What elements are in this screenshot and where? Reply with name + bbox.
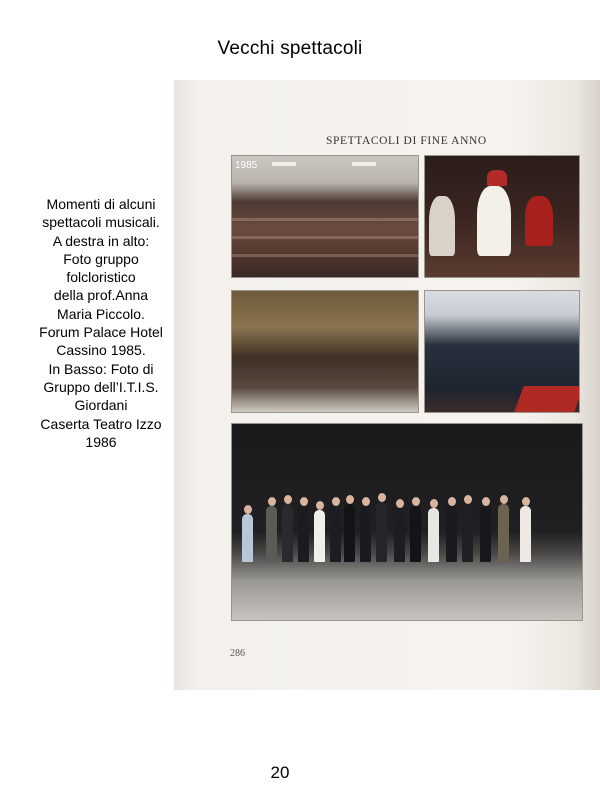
audience-row (232, 254, 418, 257)
stage-person-head (500, 495, 508, 504)
caption-line: Maria Piccolo. (57, 305, 145, 322)
year-stamp: 1985 (235, 160, 258, 171)
stage-person-head (346, 495, 354, 504)
stage-person-head (378, 493, 386, 502)
book-page-number: 286 (230, 648, 245, 659)
ceiling-light (272, 162, 296, 166)
scan-heading: SPETTACOLI DI FINE ANNO (326, 135, 487, 147)
caption-line: Gruppo dell’I.T.I.S. (43, 378, 159, 395)
photo-accordion-group (424, 290, 580, 413)
stage-person-head (332, 497, 340, 506)
caption-line: folcloristico (66, 269, 136, 286)
stage-person-head (244, 505, 252, 514)
caption-line: della prof.Anna (53, 287, 149, 304)
stage-person (428, 508, 439, 562)
stage-person-head (300, 497, 308, 506)
stage-person-head (464, 495, 472, 504)
caption-line: Momenti di alcuni (46, 196, 156, 212)
photo-caption (26, 195, 176, 451)
stage-person (376, 502, 387, 562)
ceiling-light (352, 162, 376, 166)
stage-person (314, 510, 325, 562)
page-title: Vecchi spettacoli (217, 38, 363, 59)
scanned-book-page (174, 80, 600, 690)
stage-person-head (362, 497, 370, 506)
caption-line: Giordani (74, 397, 128, 414)
stage-person (242, 514, 253, 562)
stage-person-head (396, 499, 404, 508)
caption-line: Cassino 1985. (56, 342, 146, 359)
stage-person-head (412, 497, 420, 506)
photo-hall-audience (231, 290, 419, 413)
stage-person (266, 506, 277, 562)
stage-person-head (268, 497, 276, 506)
stage-person-head (430, 499, 438, 508)
photo-audience-1985 (231, 155, 419, 278)
audience-row (232, 236, 418, 239)
stage-person (330, 506, 341, 562)
stage-person (498, 504, 509, 562)
stage-person-head (522, 497, 530, 506)
audience-row (232, 218, 418, 221)
stage-person-head (284, 495, 292, 504)
photo-group-on-stage (231, 423, 583, 621)
stage-person (394, 508, 405, 562)
caption-line: Foto gruppo (63, 250, 139, 267)
caption-line: In Basso: Foto di (48, 360, 154, 377)
stage-person (480, 506, 491, 562)
stage-person-head (316, 501, 324, 510)
stage-person (282, 504, 293, 562)
stage-person (344, 504, 355, 562)
caption-line: Forum Palace Hotel (39, 324, 163, 341)
stage-person (360, 506, 371, 562)
stage-person (446, 506, 457, 562)
dancer-figure (429, 196, 455, 256)
caption-line: Caserta Teatro Izzo (40, 415, 162, 432)
dancer-figure (477, 186, 511, 256)
caption-line: spettacoli musicali. (42, 214, 160, 231)
photo-folk-dance (424, 155, 580, 278)
stage-person (298, 506, 309, 562)
page-number: 20 (270, 763, 290, 782)
stage-person (462, 504, 473, 562)
stage-person (410, 506, 421, 562)
stage-person-head (448, 497, 456, 506)
red-carpet (514, 386, 580, 412)
caption-line: A destra in alto: (52, 232, 150, 249)
stage-person-head (482, 497, 490, 506)
stage-person (520, 506, 531, 562)
caption-line: 1986 (85, 433, 117, 450)
dancer-figure (525, 196, 553, 246)
dancer-head (487, 170, 507, 186)
